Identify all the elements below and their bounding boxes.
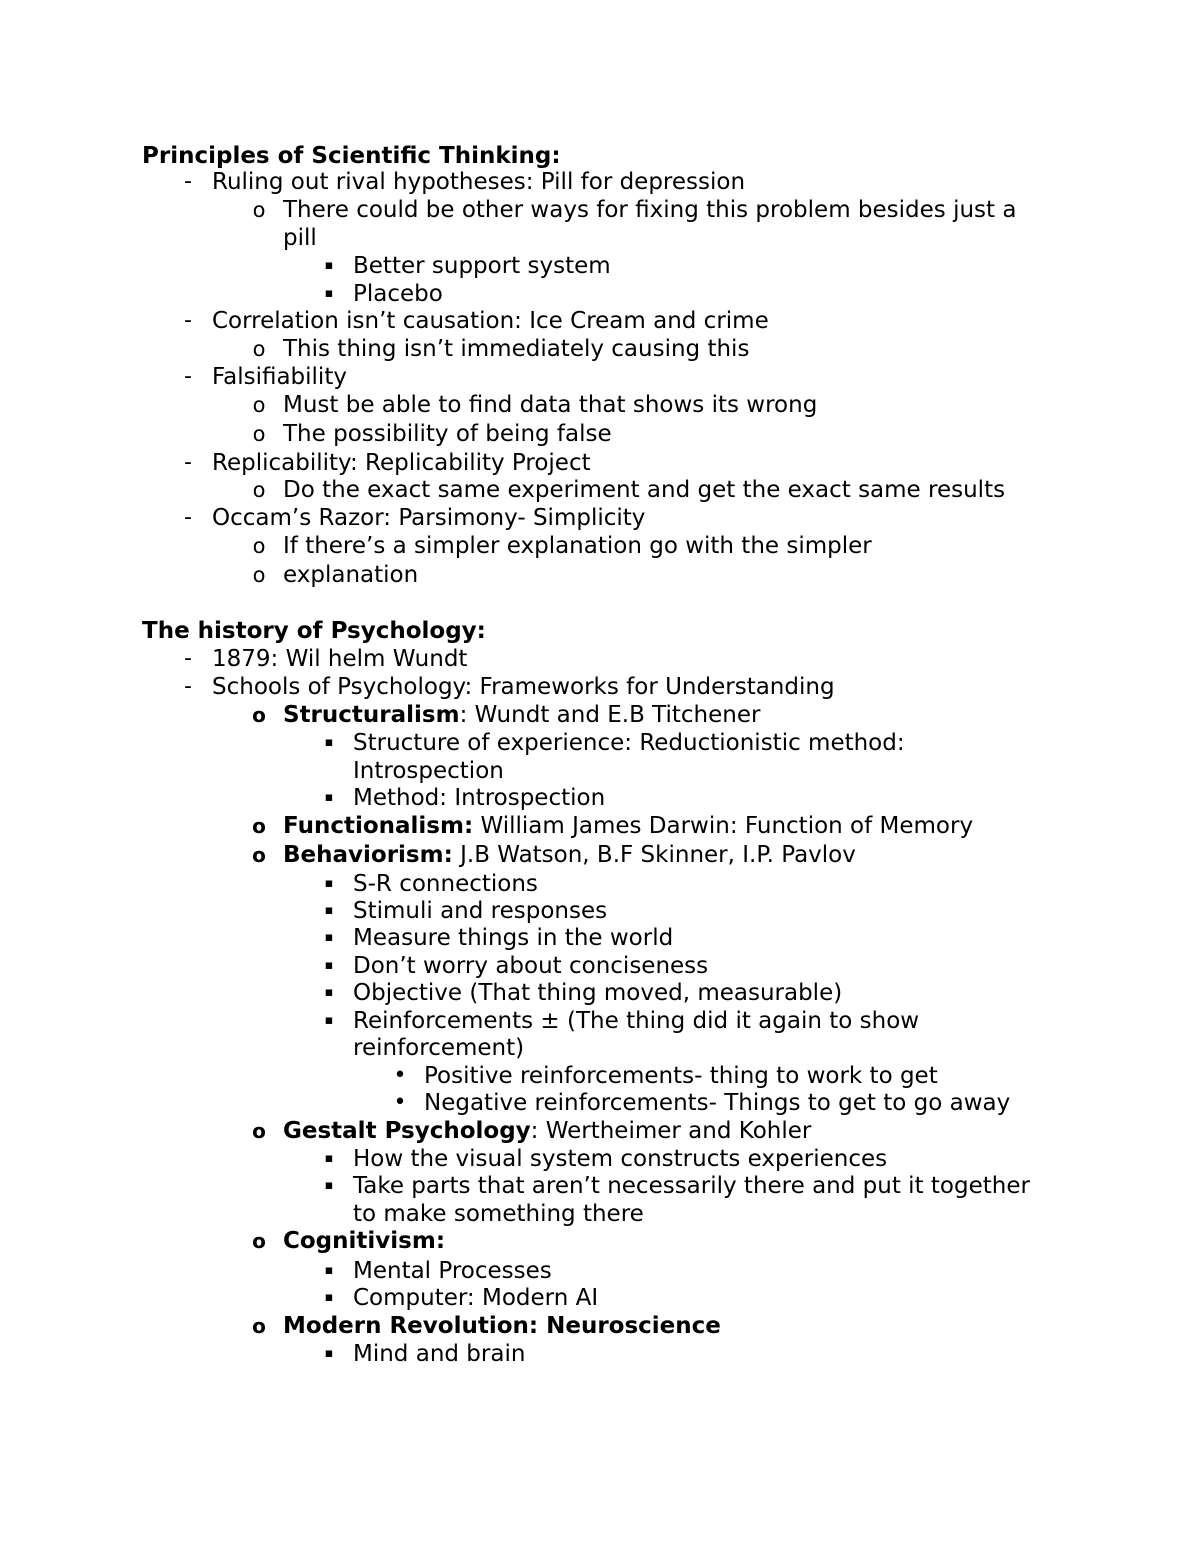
term-behaviorism: Behaviorism: — [283, 842, 453, 868]
list-item: Positive reinforcements- thing to work to get — [424, 1063, 938, 1089]
list-item: Mind and brain — [353, 1341, 526, 1367]
circle-bullet: o — [252, 422, 266, 446]
list-item: Falsifiability — [212, 364, 347, 390]
dash-bullet: - — [184, 169, 192, 194]
square-bullet: ▪ — [324, 876, 334, 891]
term-description: : Wertheimer and Kohler — [530, 1118, 812, 1144]
square-bullet: ▪ — [324, 258, 334, 273]
term-description: : Wundt and E.B Titchener — [459, 702, 761, 728]
list-item-continuation: pill — [283, 225, 317, 251]
term-cognitivism: Cognitivism: — [283, 1228, 446, 1254]
circle-bullet: o — [252, 1119, 266, 1143]
circle-bullet: o — [252, 198, 266, 222]
circle-bullet: o — [252, 1314, 266, 1338]
square-bullet: ▪ — [324, 286, 334, 301]
square-bullet: ▪ — [324, 903, 334, 918]
term-gestalt-psychology: Gestalt Psychology — [283, 1118, 531, 1144]
square-bullet: ▪ — [324, 1013, 334, 1028]
list-item: How the visual system constructs experiences — [353, 1146, 888, 1172]
square-bullet: ▪ — [324, 790, 334, 805]
circle-bullet: o — [252, 814, 266, 838]
list-item: Replicability: Replicability Project — [212, 450, 591, 476]
list-item: Negative reinforcements- Things to get to go away — [424, 1090, 1011, 1116]
square-bullet: ▪ — [324, 1178, 334, 1193]
section-heading-history-of-psychology: The history of Psychology: — [142, 618, 486, 644]
circle-bullet: o — [252, 393, 266, 417]
list-item-structuralism — [283, 701, 760, 729]
circle-bullet: o — [252, 478, 266, 502]
circle-bullet: o — [252, 534, 266, 558]
list-item: The possibility of being false — [283, 421, 612, 447]
list-item: Do the exact same experiment and get the exact same results — [283, 477, 1006, 503]
list-item: S-R connections — [353, 871, 538, 897]
list-item: If there’s a simpler explanation go with the simpler — [283, 533, 872, 559]
list-item: Method: Introspection — [353, 785, 606, 811]
list-item: Better support system — [353, 253, 611, 279]
dot-bullet: • — [393, 1090, 407, 1115]
term-description: J.B Watson, B.F Skinner, I.P. Pavlov — [452, 842, 856, 868]
list-item: Measure things in the world — [353, 925, 674, 951]
circle-bullet: o — [252, 563, 266, 587]
section-heading-scientific-thinking: Principles of Scientific Thinking: — [142, 143, 561, 169]
term-modern-revolution: Modern Revolution: Neuroscience — [283, 1313, 721, 1339]
list-item: Computer: Modern AI — [353, 1285, 599, 1311]
square-bullet: ▪ — [324, 1263, 334, 1278]
list-item-cognitivism — [283, 1227, 445, 1255]
list-item-continuation: reinforcement) — [353, 1035, 525, 1061]
dash-bullet: - — [184, 505, 192, 530]
square-bullet: ▪ — [324, 930, 334, 945]
list-item-continuation: Introspection — [353, 758, 504, 784]
list-item: Mental Processes — [353, 1258, 552, 1284]
circle-bullet: o — [252, 1229, 266, 1253]
term-structuralism: Structuralism — [283, 702, 460, 728]
list-item-continuation: to make something there — [353, 1201, 644, 1227]
list-item: Don’t worry about conciseness — [353, 953, 709, 979]
list-item: Occam’s Razor: Parsimony- Simplicity — [212, 505, 646, 531]
dot-bullet: • — [393, 1063, 407, 1088]
term-description: William James Darwin: Function of Memory — [473, 813, 974, 839]
circle-bullet: o — [252, 703, 266, 727]
dash-bullet: - — [184, 364, 192, 389]
dash-bullet: - — [184, 450, 192, 475]
square-bullet: ▪ — [324, 958, 334, 973]
list-item: 1879: Wil helm Wundt — [212, 646, 468, 672]
square-bullet: ▪ — [324, 985, 334, 1000]
list-item: Stimuli and responses — [353, 898, 608, 924]
list-item: Take parts that aren’t necessarily there and put it together — [353, 1173, 1030, 1199]
list-item: This thing isn’t immediately causing this — [283, 336, 750, 362]
list-item-gestalt — [283, 1117, 811, 1145]
list-item: Objective (That thing moved, measurable) — [353, 980, 843, 1006]
list-item-behaviorism — [283, 841, 856, 869]
square-bullet: ▪ — [324, 735, 334, 750]
list-item-modern-revolution — [283, 1312, 721, 1340]
list-item: explanation — [283, 562, 419, 588]
list-item: Schools of Psychology: Frameworks for Understanding — [212, 674, 835, 700]
list-item: Placebo — [353, 281, 443, 307]
list-item: Ruling out rival hypotheses: Pill for depression — [212, 169, 746, 195]
dash-bullet: - — [184, 308, 192, 333]
list-item: Reinforcements ± (The thing did it again to show — [353, 1008, 920, 1034]
dash-bullet: - — [184, 646, 192, 671]
list-item: Structure of experience: Reductionistic method: — [353, 730, 905, 756]
square-bullet: ▪ — [324, 1151, 334, 1166]
term-functionalism: Functionalism: — [283, 813, 474, 839]
square-bullet: ▪ — [324, 1290, 334, 1305]
list-item: Must be able to find data that shows its wrong — [283, 392, 818, 418]
square-bullet: ▪ — [324, 1346, 334, 1361]
list-item-functionalism — [283, 812, 973, 840]
list-item: There could be other ways for fixing this problem besides just a — [283, 197, 1017, 223]
circle-bullet: o — [252, 337, 266, 361]
circle-bullet: o — [252, 843, 266, 867]
list-item: Correlation isn’t causation: Ice Cream and crime — [212, 308, 769, 334]
dash-bullet: - — [184, 674, 192, 699]
